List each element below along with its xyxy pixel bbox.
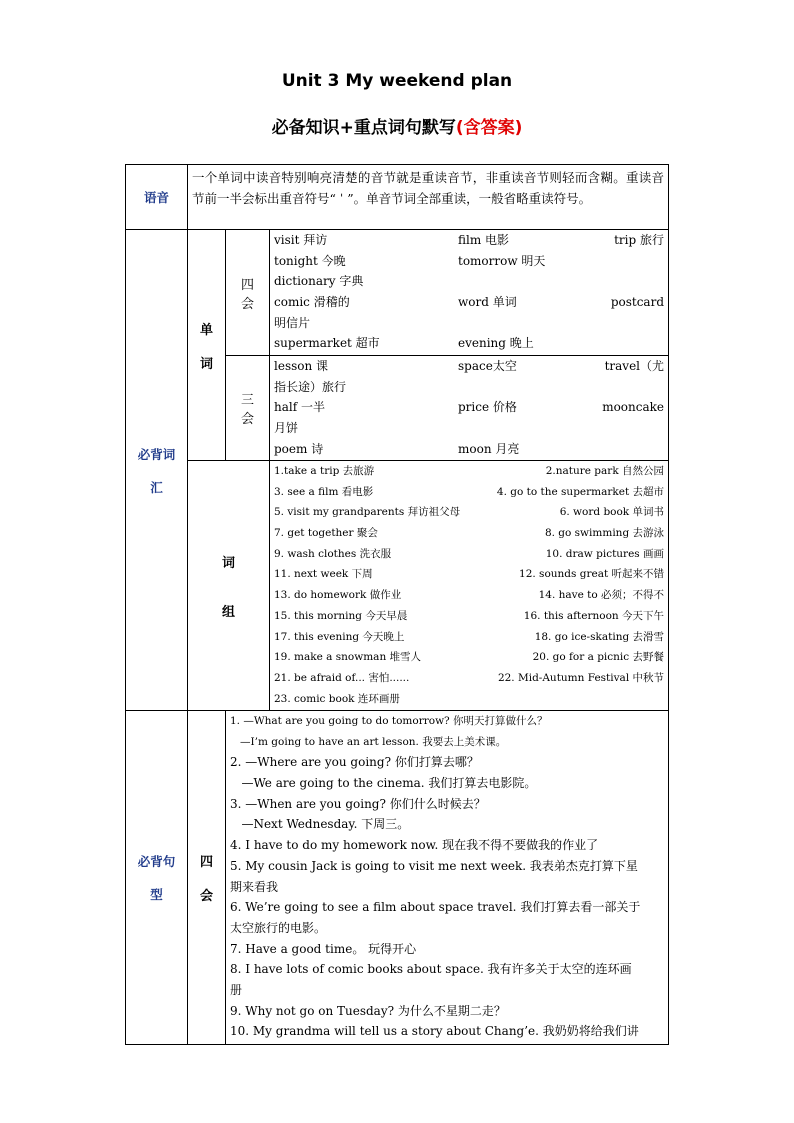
phrase-line	[274, 461, 664, 482]
vocab-word: lesson 课	[274, 359, 329, 373]
vocab-section-label: 必背词 汇	[126, 230, 188, 711]
sentence-line: 4. I have to do my homework now. 现在我不得不要做我的作业了	[230, 838, 599, 853]
sentence-line: 6. We’re going to see a film about space travel. 我们打算去看一部关于	[230, 900, 641, 915]
phrase-line	[274, 502, 664, 523]
sentence-line: 册	[230, 982, 243, 997]
words-label: 单 词	[188, 230, 226, 461]
phrase-item: 2.nature park 自然公园	[545, 465, 665, 477]
vocab-word: supermarket 超市	[274, 336, 380, 351]
level4-words	[270, 230, 669, 356]
level4-label: 四 会	[226, 230, 270, 356]
phrase-item: 9. wash clothes 洗衣服	[274, 547, 392, 560]
phrase-item: 15. this morning 今天早晨	[274, 609, 408, 622]
phrase-line	[274, 606, 664, 627]
vocab-line	[274, 356, 664, 377]
phrase-line	[274, 627, 664, 648]
phrase-item: 1.take a trip 去旅游	[274, 465, 375, 477]
pronunciation-label: 语音	[126, 165, 188, 230]
vocab-word: space太空	[458, 359, 517, 373]
vocab-word: half 一半	[274, 400, 325, 415]
vocab-line	[274, 271, 664, 292]
pronunciation-text: 一个单词中读音特别响亮清楚的音节就是重读音节，非重读音节则轻而含糊。重读音节前一半会标出重音符号“ ˈ ”。单音节词全部重读，一般省略重读符号。	[188, 165, 669, 230]
vocab-line	[274, 292, 664, 313]
vocab-word: visit 拜访	[274, 233, 328, 247]
phrase-item: 6. word book 单词书	[559, 506, 665, 519]
sentence-line: —I’m going to have an art lesson. 我要去上美术课。	[230, 735, 507, 748]
vocab-word: 指长途）旅行	[274, 379, 347, 394]
vocab-line	[274, 251, 664, 272]
phrase-item: 18. go ice-skating 去滑雪	[534, 630, 665, 643]
vocab-word: moon 月亮	[458, 441, 520, 456]
phrase-item: 10. draw pictures 画画	[545, 547, 665, 560]
phrase-item: 3. see a film 看电影	[274, 485, 374, 498]
vocab-word: mooncake	[602, 400, 665, 415]
vocab-line	[274, 397, 664, 418]
phrase-item: 16. this afternoon 今天下午	[523, 609, 665, 622]
phrase-line	[274, 689, 664, 710]
vocab-level4-row	[126, 230, 669, 356]
phrase-line	[274, 523, 664, 544]
vocab-word: evening 晚上	[458, 336, 534, 351]
phrase-item: 22. Mid-Autumn Festival 中秋节	[497, 671, 665, 684]
phrase-item: 5. visit my grandparents 拜访祖父母	[274, 506, 461, 519]
phrase-item: 11. next week 下周	[274, 568, 373, 581]
sentence-line: 10. My grandma will tell us a story about Chang’e. 我奶奶将给我们讲	[230, 1024, 639, 1039]
sentence-line: 8. I have lots of comic books about space. 我有许多关于太空的连环画	[230, 962, 632, 977]
phrase-line	[274, 585, 664, 606]
vocab-line	[274, 377, 664, 398]
sentence-line: —Next Wednesday. 下周三。	[230, 817, 410, 832]
vocab-word: tomorrow 明天	[458, 253, 546, 268]
sentence-line: 期来看我	[230, 879, 279, 894]
vocab-word: travel（尤	[604, 359, 665, 373]
sentence-list	[226, 711, 669, 1045]
sentences-row	[126, 711, 669, 1045]
knowledge-table	[125, 164, 669, 1045]
sentence-line: —We are going to the cinema. 我们打算去电影院。	[230, 776, 537, 791]
vocab-word: price 价格	[458, 400, 517, 415]
phrase-line	[274, 564, 664, 585]
page-title: Unit 3 My weekend plan	[281, 71, 513, 91]
phrase-item: 20. go for a picnic 去野餐	[532, 651, 665, 664]
vocab-word: poem 诗	[274, 441, 324, 456]
phrase-line	[274, 668, 664, 689]
phrase-item: 23. comic book 连环画册	[274, 692, 400, 705]
vocab-line	[274, 230, 664, 251]
phrase-line	[274, 544, 664, 565]
vocab-word: comic 滑稽的	[274, 295, 350, 310]
phrase-item: 7. get together 聚会	[274, 527, 378, 540]
vocab-word: trip 旅行	[614, 233, 665, 247]
phrases-list	[270, 461, 669, 711]
sentence-section-label: 必背句 型	[126, 711, 188, 1045]
phrase-item: 14. have to 必须；不得不	[538, 589, 665, 602]
sentence-line: 7. Have a good time。 玩得开心	[230, 941, 417, 956]
vocab-word: postcard	[610, 295, 665, 310]
vocab-word: film 电影	[458, 233, 510, 247]
subtitle-answer-note: (含答案)	[455, 118, 523, 138]
sentence-line: 2. —Where are you going? 你们打算去哪？	[230, 755, 479, 770]
vocab-word: dictionary 字典	[274, 274, 364, 289]
vocab-line	[274, 418, 664, 439]
subtitle-main: 必备知识+重点词句默写	[271, 118, 456, 138]
phrase-item: 17. this evening 今天晚上	[274, 630, 405, 643]
sentence-line: 5. My cousin Jack is going to visit me next week. 我表弟杰克打算下星	[230, 858, 638, 873]
phrases-row	[126, 461, 669, 711]
phrases-label: 词 组	[188, 461, 270, 711]
vocab-line	[274, 333, 664, 354]
phrase-line	[274, 647, 664, 668]
phrase-item: 13. do homework 做作业	[274, 589, 402, 602]
sentence-line: 3. —When are you going? 你们什么时候去？	[230, 796, 486, 811]
vocab-word: 月饼	[274, 421, 299, 436]
sentence-line: 太空旅行的电影。	[230, 920, 327, 935]
phrase-item: 8. go swimming 去游泳	[544, 527, 665, 540]
phrase-item: 19. make a snowman 堆雪人	[274, 651, 422, 664]
sentence-line: 9. Why not go on Tuesday? 为什么不星期二走？	[230, 1003, 506, 1018]
pronunciation-row	[126, 165, 669, 230]
page-subtitle	[0, 113, 794, 138]
phrase-item: 12. sounds great 听起来不错	[519, 568, 665, 581]
phrase-line	[274, 482, 664, 503]
vocab-word: 明信片	[274, 315, 311, 330]
phrase-item: 21. be afraid of... 害怕......	[274, 671, 410, 684]
vocab-word: tonight 今晚	[274, 253, 346, 268]
level3-words	[270, 356, 669, 461]
sentence-line: 1. —What are you going to do tomorrow? 你明天打算做什么？	[230, 715, 548, 727]
phrase-item: 4. go to the supermarket 去超市	[496, 485, 665, 498]
vocab-word: word 单词	[458, 295, 517, 310]
sentence-level-label: 四 会	[188, 711, 226, 1045]
vocab-line	[274, 439, 664, 460]
level3-label: 三 会	[226, 356, 270, 461]
vocab-line	[274, 313, 664, 334]
